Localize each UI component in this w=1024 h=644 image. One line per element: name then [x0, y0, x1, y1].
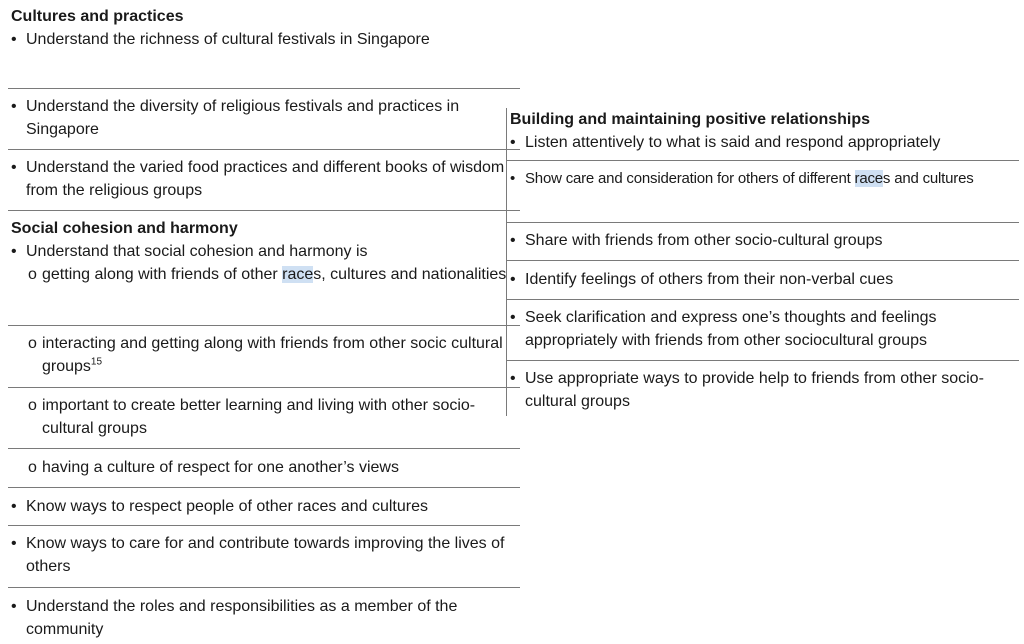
list-item [8, 28, 520, 89]
list-item [8, 150, 520, 211]
bullet-icon: • [510, 134, 516, 151]
list-item [507, 223, 1019, 261]
list-item [8, 449, 520, 488]
item-text: Know ways to respect people of other races and cultures [26, 498, 428, 515]
item-text: Understand the roles and responsibilities as a member of the community [26, 598, 458, 638]
item-text: Understand the varied food practices and different books of wisdom from the religious groups [26, 159, 505, 199]
item-text: Share with friends from other socio-cultural groups [525, 232, 883, 249]
sub-bullet-icon: o [28, 397, 37, 414]
item-text: Understand that social cohesion and harmony is [26, 243, 368, 260]
list-item [8, 240, 520, 326]
list-item [507, 300, 1019, 361]
item-text: Listen attentively to what is said and respond appropriately [525, 134, 941, 151]
sub-text: interacting and getting along with friends from other socic cultural groups [42, 335, 503, 375]
list-item [507, 361, 1019, 415]
section-title-social-cohesion: Social cohesion and harmony [11, 220, 238, 237]
list-item [507, 131, 1019, 161]
bullet-icon: • [11, 31, 17, 48]
item-text: Understand the richness of cultural festivals in Singapore [26, 31, 430, 48]
sub-bullet-icon: o [28, 459, 37, 476]
sub-bullet-icon: o [28, 266, 37, 283]
bullet-icon: • [510, 370, 516, 387]
item-text: Use appropriate ways to provide help to friends from other socio-cultural groups [525, 370, 984, 410]
bullet-icon: • [11, 159, 17, 176]
sub-text: important to create better learning and living with other socio-cultural groups [42, 397, 476, 437]
bullet-icon: • [11, 598, 17, 615]
list-item [8, 388, 520, 449]
sub-text: s, cultures and nationalities [313, 266, 507, 283]
list-item [8, 326, 520, 388]
right-column [506, 108, 1019, 416]
item-text: Understand the diversity of religious festivals and practices in Singapore [26, 98, 460, 138]
item-text: Know ways to care for and contribute towards improving the lives of others [26, 535, 505, 575]
highlighted-word: race [282, 266, 314, 283]
highlighted-word: race [854, 170, 883, 187]
sub-bullet-icon: o [28, 335, 37, 352]
bullet-icon: • [510, 232, 516, 249]
bullet-icon: • [11, 243, 17, 260]
list-item [8, 526, 520, 588]
left-column [8, 0, 520, 644]
item-text: Show care and consideration for others of different [525, 170, 855, 187]
bullet-icon: • [11, 498, 17, 515]
list-item [8, 488, 520, 526]
footnote-marker: 15 [90, 356, 103, 368]
section-title-cultures-practices: Cultures and practices [11, 8, 184, 25]
list-item [507, 161, 1019, 223]
bullet-icon: • [11, 98, 17, 115]
item-text: Seek clarification and express one’s thoughts and feelings appropriately with friends from other sociocultural groups [525, 309, 937, 349]
bullet-icon: • [510, 309, 516, 326]
sub-text: having a culture of respect for one another’s views [42, 459, 399, 476]
item-text: Identify feelings of others from their non-verbal cues [525, 271, 894, 288]
item-text: s and cultures [882, 170, 974, 187]
bullet-icon: • [510, 271, 516, 288]
bullet-icon: • [510, 170, 516, 187]
sub-text: getting along with friends of other [42, 266, 283, 283]
list-item [8, 588, 520, 644]
bullet-icon: • [11, 535, 17, 552]
list-item [8, 89, 520, 150]
list-item [507, 261, 1019, 300]
section-title-positive-relationships: Building and maintaining positive relationships [510, 111, 871, 128]
